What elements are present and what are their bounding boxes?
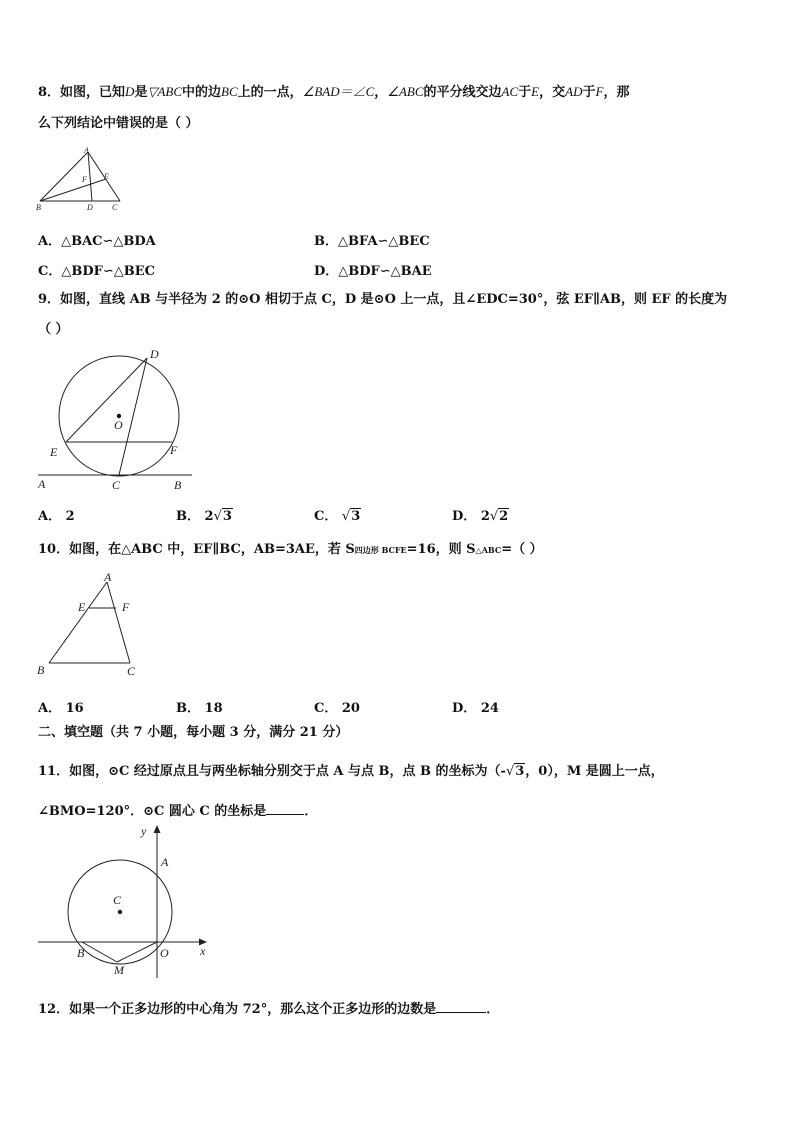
q9-line2: （ ） bbox=[38, 322, 69, 337]
q8-line1: 8．如图，已知D是▽ABC中的边BC上的一点，∠BAD＝∠C，∠ABC的平分线交边AC于E，交AD于F，那 bbox=[38, 84, 630, 100]
q8-label-b: B bbox=[36, 203, 41, 212]
q10-option-c: C． 20 bbox=[314, 701, 360, 716]
q11-line2: ∠BMO=120°．⊙C 圆心 C 的坐标是 ． bbox=[38, 804, 318, 819]
q10-label-f: F bbox=[122, 600, 130, 614]
q8-label-e: E bbox=[104, 172, 109, 181]
q9-label-c: C bbox=[112, 478, 121, 492]
q10-label-c: C bbox=[127, 664, 136, 678]
q10-option-d: D． 24 bbox=[452, 701, 499, 716]
q11-label-m: M bbox=[114, 963, 124, 977]
q8-label-f: F bbox=[82, 175, 87, 184]
q11-label-y: y bbox=[141, 824, 147, 838]
q9-figure bbox=[34, 344, 199, 494]
q9-option-c: C． √3 bbox=[314, 509, 361, 524]
q11-label-o: O bbox=[160, 946, 169, 960]
q9-label-e: E bbox=[50, 445, 58, 459]
q8-line2: 么下列结论中错误的是（ ） bbox=[38, 116, 199, 131]
q11-label-x: x bbox=[200, 944, 206, 958]
q9-option-a: A． 2 bbox=[38, 509, 75, 524]
q8-option-c: C．△BDF∽△BEC bbox=[38, 264, 155, 279]
q9-label-b: B bbox=[174, 478, 182, 492]
q9-label-d: D bbox=[150, 347, 159, 361]
q8-label-d: D bbox=[87, 203, 93, 212]
q11-line1: 11．如图，⊙C 经过原点且与两坐标轴分别交于点 A 与点 B，点 B 的坐标为（-√3，0），M 是圆上一点， bbox=[38, 764, 664, 779]
q8-option-b: B．△BFA∽△BEC bbox=[314, 234, 430, 249]
q9-line1: 9．如图，直线 AB 与半径为 2 的⊙O 相切于点 C，D 是⊙O 上一点，且∠EDC=30°，弦 EF∥AB，则 EF 的长度为 bbox=[38, 292, 728, 307]
section-2-heading: 二、填空题（共 7 小题，每小题 3 分，满分 21 分） bbox=[38, 725, 349, 740]
q8-option-a: A．△BAC∽△BDA bbox=[38, 234, 156, 249]
q12-line: 12．如果一个正多边形的中心角为 72°，那么这个正多边形的边数是 ． bbox=[38, 1002, 500, 1017]
q11-label-b: B bbox=[77, 946, 85, 960]
q11-label-a: A bbox=[161, 855, 169, 869]
q10-label-b: B bbox=[37, 663, 45, 677]
q11-label-c: C bbox=[113, 893, 122, 907]
q9-option-b: B． 2√3 bbox=[176, 509, 232, 524]
q10-label-e: E bbox=[78, 600, 86, 614]
q8-label-a: A bbox=[84, 146, 89, 155]
q8-option-d: D．△BDF∽△BAE bbox=[314, 264, 432, 279]
q11-figure bbox=[34, 822, 214, 980]
q9-option-d: D． 2√2 bbox=[452, 509, 509, 524]
q8-figure bbox=[34, 146, 134, 216]
q9-label-a: A bbox=[38, 477, 46, 491]
q10-label-a: A bbox=[104, 570, 112, 584]
q9-label-f: F bbox=[170, 443, 178, 457]
q10-option-a: A． 16 bbox=[38, 701, 84, 716]
q10-figure bbox=[34, 570, 149, 680]
q8-label-c: C bbox=[112, 203, 118, 212]
q10-option-b: B． 18 bbox=[176, 701, 223, 716]
q9-label-o: O bbox=[114, 418, 123, 432]
q10-line1: 10．如图，在△ABC 中，EF∥BC，AB=3AE，若 S四边形 BCFE=16，则 S△ABC=（ ） bbox=[38, 542, 543, 557]
